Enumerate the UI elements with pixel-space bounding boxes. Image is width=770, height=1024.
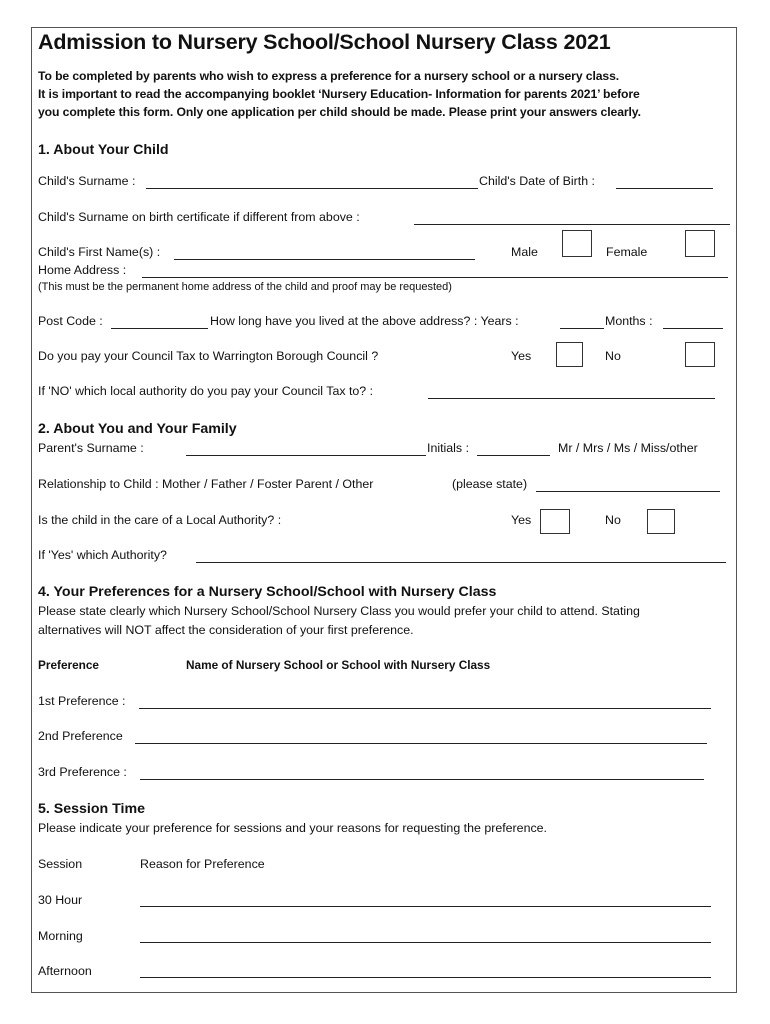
school-name-column-header: Name of Nursery School or School with Nursery Class: [186, 658, 491, 672]
form-title: Admission to Nursery School/School Nursery Class 2021: [38, 30, 611, 54]
section-4-desc-2: alternatives will NOT affect the consideration of your first preference.: [38, 623, 414, 637]
section-4-desc-1: Please state clearly which Nursery School/School Nursery Class you would prefer your child to attend. Stating: [38, 604, 640, 618]
child-surname-field[interactable]: [146, 188, 478, 189]
care-yes-checkbox[interactable]: [540, 509, 570, 534]
first-names-label: Child's First Name(s) :: [38, 245, 161, 259]
titles-label: Mr / Mrs / Ms / Miss/other: [558, 441, 698, 455]
council-tax-no-label: No: [605, 349, 621, 363]
third-preference-label: 3rd Preference :: [38, 765, 127, 779]
council-tax-yes-label: Yes: [511, 349, 532, 363]
other-authority-field[interactable]: [428, 398, 715, 399]
female-checkbox[interactable]: [685, 230, 715, 257]
form-border: [31, 27, 737, 993]
how-long-label: How long have you lived at the above address? : Years :: [210, 314, 519, 328]
child-dob-label: Child's Date of Birth :: [479, 174, 595, 188]
relationship-other-field[interactable]: [536, 491, 720, 492]
which-authority-field[interactable]: [196, 562, 726, 563]
months-field[interactable]: [663, 328, 723, 329]
session-morning-reason-field[interactable]: [140, 942, 711, 943]
session-30-hour-reason-field[interactable]: [140, 906, 711, 907]
session-30-hour-label: 30 Hour: [38, 893, 83, 907]
surname-cert-label: Child's Surname on birth certificate if different from above :: [38, 210, 360, 224]
intro-line-1: To be completed by parents who wish to express a preference for a nursery school or a nursery class.: [38, 69, 620, 83]
care-question: Is the child in the care of a Local Authority? :: [38, 513, 282, 527]
postcode-label: Post Code :: [38, 314, 103, 328]
address-note: (This must be the permanent home address of the child and proof may be requested): [38, 281, 452, 293]
home-address-field[interactable]: [142, 277, 728, 278]
third-preference-field[interactable]: [140, 779, 704, 780]
child-dob-field[interactable]: [616, 188, 713, 189]
months-label: Months :: [605, 314, 653, 328]
second-preference-label: 2nd Preference: [38, 729, 123, 743]
reason-column-header: Reason for Preference: [140, 857, 265, 871]
other-authority-question: If 'NO' which local authority do you pay your Council Tax to? :: [38, 384, 374, 398]
home-address-label: Home Address :: [38, 263, 127, 277]
initials-label: Initials :: [427, 441, 470, 455]
section-5-desc: Please indicate your preference for sessions and your reasons for requesting the preference.: [38, 821, 547, 835]
session-column-header: Session: [38, 857, 83, 871]
session-afternoon-label: Afternoon: [38, 964, 92, 978]
parent-surname-label: Parent's Surname :: [38, 441, 144, 455]
intro-line-3: you complete this form. Only one application per child should be made. Please print your answers clearly.: [38, 105, 641, 119]
session-morning-label: Morning: [38, 929, 83, 943]
section-5-heading: 5. Session Time: [38, 801, 145, 817]
surname-cert-field[interactable]: [414, 224, 730, 225]
care-yes-label: Yes: [511, 513, 532, 527]
session-afternoon-reason-field[interactable]: [140, 977, 711, 978]
first-names-field[interactable]: [174, 259, 475, 260]
preference-column-header: Preference: [38, 658, 99, 672]
council-tax-yes-checkbox[interactable]: [556, 342, 583, 367]
years-field[interactable]: [560, 328, 604, 329]
intro-line-2: It is important to read the accompanying booklet ‘Nursery Education- Information for parents 2021’ before: [38, 87, 640, 101]
child-surname-label: Child's Surname :: [38, 174, 136, 188]
section-2-heading: 2. About You and Your Family: [38, 421, 237, 437]
postcode-field[interactable]: [111, 328, 208, 329]
female-label: Female: [606, 245, 648, 259]
which-authority-label: If 'Yes' which Authority?: [38, 548, 167, 562]
second-preference-field[interactable]: [135, 743, 707, 744]
council-tax-question: Do you pay your Council Tax to Warrington Borough Council ?: [38, 349, 379, 363]
male-checkbox[interactable]: [562, 230, 592, 257]
care-no-checkbox[interactable]: [647, 509, 675, 534]
section-1-heading: 1. About Your Child: [38, 142, 169, 158]
care-no-label: No: [605, 513, 621, 527]
council-tax-no-checkbox[interactable]: [685, 342, 715, 367]
initials-field[interactable]: [477, 455, 550, 456]
male-label: Male: [511, 245, 538, 259]
first-preference-label: 1st Preference :: [38, 694, 126, 708]
section-4-heading: 4. Your Preferences for a Nursery School/School with Nursery Class: [38, 584, 497, 600]
relationship-label: Relationship to Child : Mother / Father / Foster Parent / Other: [38, 477, 374, 491]
first-preference-field[interactable]: [139, 708, 711, 709]
please-state-label: (please state): [452, 477, 528, 491]
parent-surname-field[interactable]: [186, 455, 426, 456]
